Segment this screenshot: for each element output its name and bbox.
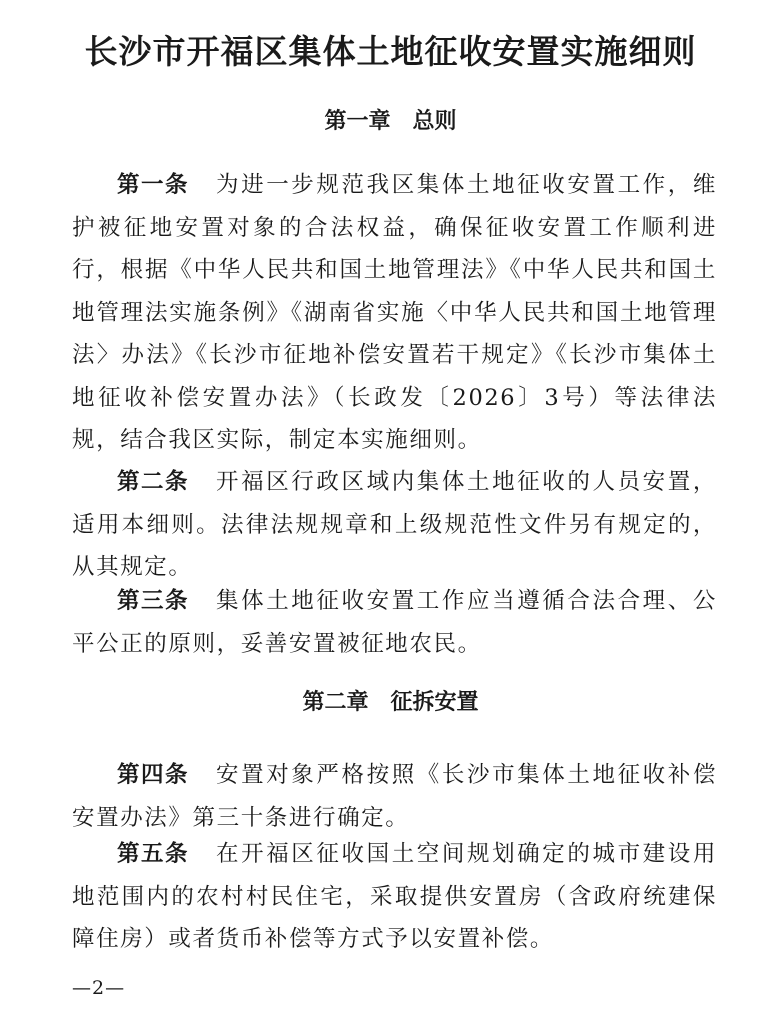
article-1 [72,164,717,462]
article-text: 开福区行政区域内集体土地征收的人员安置，适用本细则。法律法规规章和上级规范性文件另有规定的，从其规定。 [72,469,717,580]
article-label: 第二条 [117,469,189,495]
article-text: 为进一步规范我区集体土地征收安置工作，维护被征地安置对象的合法权益，确保征收安置工作顺利进行，根据《中华人民共和国土地管理法》《中华人民共和国土地管理法实施条例》《湖南省实施〈中华人民共和国土地管理法〉办法》《长沙市征地补偿安置若干规定》《长沙市集体土地征收补偿安置办法》（长政发〔2026〕3号）等法律法规，结合我区实际，制定本实施细则。 [72,172,717,453]
article-label: 第一条 [117,172,189,198]
article-label: 第四条 [117,762,189,788]
page-number: —2— [72,977,126,999]
document-title: 长沙市开福区集体土地征收安置实施细则 [84,32,697,71]
article-text: 在开福区征收国土空间规划确定的城市建设用地范围内的农村村民住宅，采取提供安置房（含政府统建保障住房）或者货币补偿等方式予以安置补偿。 [72,841,717,952]
article-label: 第五条 [117,841,189,867]
chapter-heading-1: 第一章 总则 [324,109,457,134]
article-text: 安置对象严格按照《长沙市集体土地征收补偿安置办法》第三十条进行确定。 [72,762,717,831]
article-3 [72,580,717,665]
article-4 [72,754,717,839]
article-label: 第三条 [117,588,189,614]
article-text: 集体土地征收安置工作应当遵循合法合理、公平公正的原则，妥善安置被征地农民。 [72,588,717,657]
chapter-heading-2: 第二章 征拆安置 [302,690,479,715]
article-2 [72,461,717,589]
article-5 [72,833,717,961]
